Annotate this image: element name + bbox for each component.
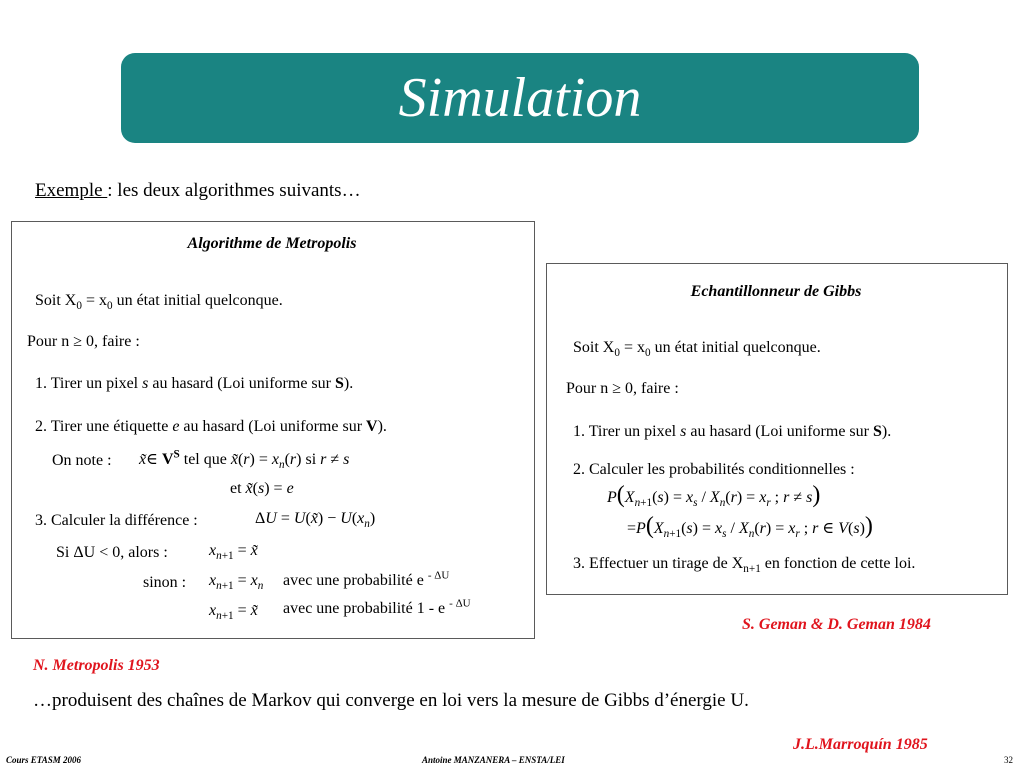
metropolis-citation: N. Metropolis 1953 xyxy=(33,657,160,674)
gibbs-step1: 1. Tirer un pixel s au hasard (Loi uniforme sur S). xyxy=(573,423,892,440)
gibbs-step3: 3. Effectuer un tirage de $X_{n+1}$ en fonction de cette loi. xyxy=(573,555,916,576)
metropolis-exp1: - ΔU xyxy=(427,569,450,582)
metropolis-heading: Algorithme de Metropolis xyxy=(187,235,357,252)
intro-text: : les deux algorithmes suivants… xyxy=(107,180,361,201)
metropolis-if-label: Si ΔU < 0, alors : xyxy=(56,544,168,561)
footer-author: Antoine MANZANERA – ENSTA/LEI xyxy=(422,755,565,765)
footer-course: Cours ETASM 2006 xyxy=(6,755,82,765)
metropolis-init: Soit $X_0 = x_0$ un état initial quelconque. xyxy=(35,292,283,313)
conclusion: …produisent des chaînes de Markov qui converge en loi vers la mesure de Gibbs d’énergie U. xyxy=(33,690,749,711)
slide-title: Simulation xyxy=(398,67,642,129)
metropolis-note-formula2: et x̃(s) = e xyxy=(230,480,294,497)
bottom-citation: J.L.Marroquín 1985 xyxy=(793,736,928,753)
metropolis-step3-formula: ΔU = U(x̃) − $U(x_n)$ xyxy=(255,510,376,531)
gibbs-formula2: $=P(X_{n+1}(s) = x_s / X_n(r) = x_r$ ; r ∈ V(s)) xyxy=(627,513,873,541)
page-number: 32 xyxy=(1004,755,1013,765)
metropolis-exp2: - ΔU xyxy=(449,597,471,610)
metropolis-else-formula1: $x_{n+1} = x_n$ xyxy=(209,572,264,593)
metropolis-loop: Pour n ≥ 0, faire : xyxy=(27,333,140,350)
gibbs-init: Soit $X_0 = x_0$ un état initial quelconque. xyxy=(573,339,821,360)
metropolis-else-prob1: avec une probabilité e $^{- \Delta U}$ xyxy=(283,569,450,589)
title-banner xyxy=(121,53,919,143)
gibbs-heading: Echantillonneur de Gibbs xyxy=(690,283,862,300)
metropolis-step1: 1. Tirer un pixel s au hasard (Loi uniforme sur S). xyxy=(35,375,354,392)
metropolis-if-formula: $x_{n+1}$ = x̃ xyxy=(209,542,258,563)
gibbs-formula1: $P(X_{n+1}(s) = x_s / X_n(r) = x_r$ ; r ≠ s) xyxy=(607,482,821,510)
metropolis-step3-label: 3. Calculer la différence : xyxy=(35,512,198,529)
metropolis-else-formula2: $x_{n+1}$ = x̃ xyxy=(209,602,258,623)
intro-line xyxy=(35,180,361,202)
metropolis-else-label: sinon : xyxy=(143,574,187,591)
gibbs-citation: S. Geman & D. Geman 1984 xyxy=(742,616,931,633)
metropolis-note-formula: x̃∈ $V^S$ tel que x̃(r) = $x_n(r)$ si r ≠ s xyxy=(139,448,350,472)
metropolis-else-prob2: avec une probabilité 1 - e $^{- \Delta U}$ xyxy=(283,597,471,617)
metropolis-step2: 2. Tirer une étiquette e au hasard (Loi uniforme sur V). xyxy=(35,418,387,435)
gibbs-step2: 2. Calculer les probabilités conditionnelles : xyxy=(573,461,855,478)
metropolis-note-label: On note : xyxy=(52,452,112,469)
gibbs-loop: Pour n ≥ 0, faire : xyxy=(566,380,679,397)
intro-label: Exemple xyxy=(35,180,108,201)
